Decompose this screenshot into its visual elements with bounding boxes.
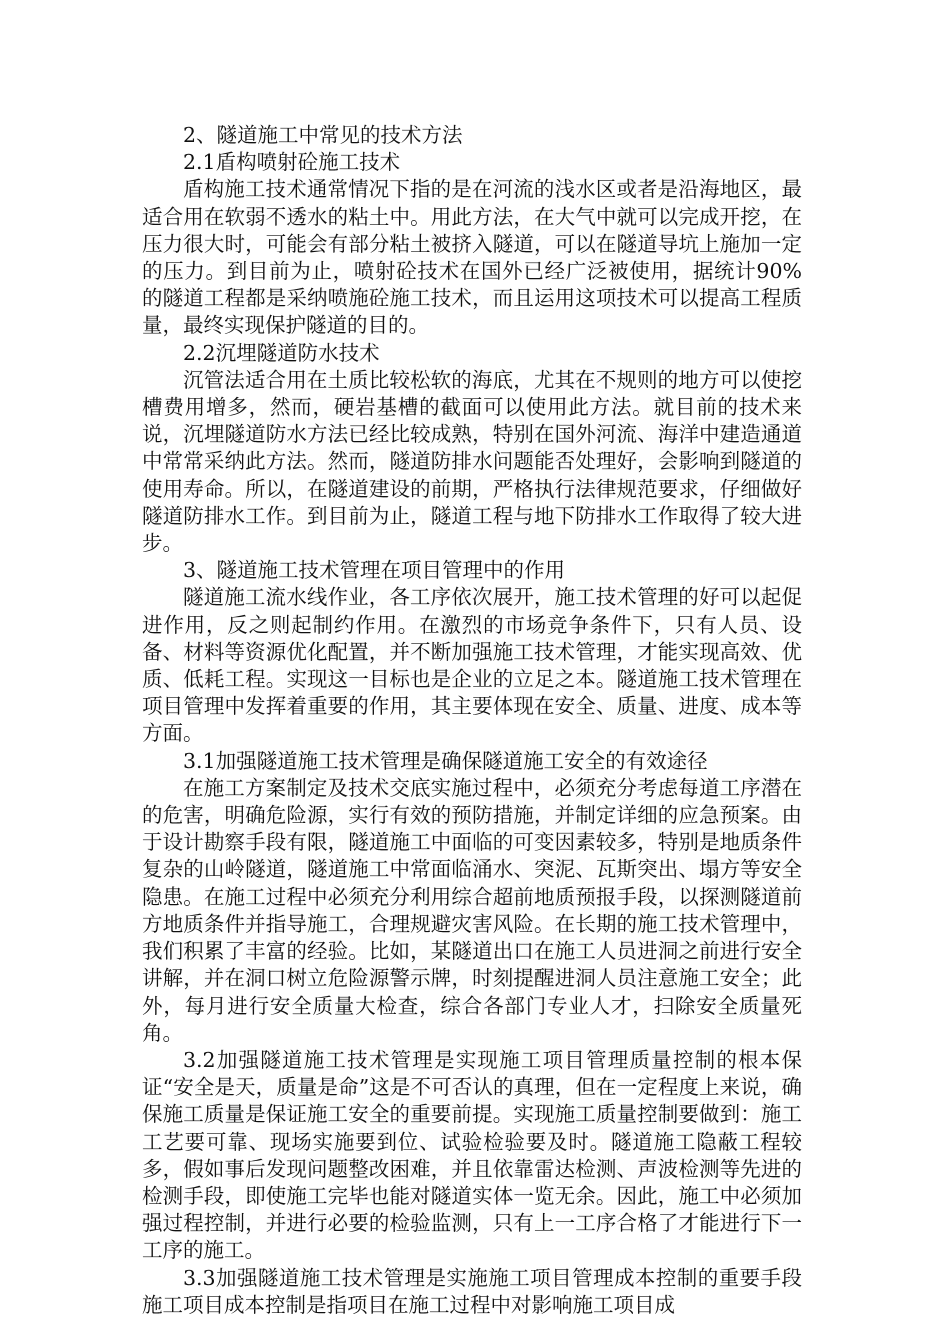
section-heading-3: 3、隧道施工技术管理在项目管理中的作用 — [183, 558, 566, 583]
paragraph-shield-shotcrete: 盾构施工技术通常情况下指的是在河流的浅水区或者是沿海地区，最适合用在软弱不透水的粘土中。用此方法，在大气中就可以完成开挖，在压力很大时，可能会有部分粘土被挤入隧道，可以在隧道导坑上施加一定的压力。到目前为止，喷射砼技术在国外已经广泛被使用，据统计90%的隧道工程都是采纳喷施砼施工技术，而且运用这项技术可以提高工程质量，最终实现保护隧道的目的。 — [142, 177, 802, 338]
subsection-heading-2-1: 2.1盾构喷射砼施工技术 — [183, 150, 401, 175]
subsection-heading-2-2: 2.2沉埋隧道防水技术 — [183, 340, 380, 365]
paragraph-safety: 在施工方案制定及技术交底实施过程中，必须充分考虑每道工序潜在的危害，明确危险源，实行有效的预防措施，并制定详细的应急预案。由于设计勘察手段有限，隧道施工中面临的可变因素较多，特别是地质条件复杂的山岭隧道，隧道施工中常面临涌水、突泥、瓦斯突出、塌方等安全隐患。在施工过程中必须充分利用综合超前地质预报手段，以探测隧道前方地质条件并指导施工，合理规避灾害风险。在长期的施工技术管理中，我们积累了丰富的经验。比如，某隧道出口在施工人员进洞之前进行安全讲解，并在洞口树立危险源警示牌，时刻提醒进洞人员注意施工安全；此外，每月进行安全质量大检查，综合各部门专业人才，扫除安全质量死角。 — [142, 775, 802, 1045]
paragraph-cost-control: 3.3加强隧道施工技术管理是实施施工项目管理成本控制的重要手段施工项目成本控制是指项目在施工过程中对影响施工项目成 — [142, 1265, 802, 1317]
section-heading-2: 2、隧道施工中常见的技术方法 — [183, 123, 463, 147]
paragraph-quality-control: 3.2加强隧道施工技术管理是实现施工项目管理质量控制的根本保证“安全是天，质量是命”这是不可否认的真理，但在一定程度上来说，确保施工质量是保证施工安全的重要前提。实现施工质量控制要做到：施工工艺要可靠、现场实施要到位、试验检验要及时。隧道施工隐蔽工程较多，假如事后发现问题整改困难，并且依靠雷达检测、声波检测等先进的检测手段，即使施工完毕也能对隧道实体一览无余。因此，施工中必须加强过程控制，并进行必要的检验监测，只有上一工序合格了才能进行下一工序的施工。 — [142, 1047, 802, 1263]
paragraph-management-role: 隧道施工流水线作业，各工序依次展开，施工技术管理的好可以起促进作用，反之则起制约作用。在激烈的市场竞争条件下，只有人员、设备、材料等资源优化配置，并不断加强施工技术管理，才能实现高效、优质、低耗工程。实现这一目标也是企业的立足之本。隧道施工技术管理在项目管理中发挥着重要的作用，其主要体现在安全、质量、进度、成本等方面。 — [142, 585, 802, 746]
subsection-heading-3-1: 3.1加强隧道施工技术管理是确保隧道施工安全的有效途径 — [183, 748, 708, 773]
document-body — [142, 122, 802, 1319]
paragraph-immersed-tunnel-waterproofing: 沉管法适合用在土质比较松软的海底，尤其在不规则的地方可以使挖槽费用增多，然而，硬岩基槽的截面可以使用此方法。就目前的技术来说，沉埋隧道防水方法已经比较成熟，特别在国外河流、海洋中建造通道中常常采纳此方法。然而，隧道防排水问题能否处理好，会影响到隧道的使用寿命。所以，在隧道建设的前期，严格执行法律规范要求，仔细做好隧道防排水工作。到目前为止，隧道工程与地下防排水工作取得了较大进步。 — [142, 367, 802, 556]
